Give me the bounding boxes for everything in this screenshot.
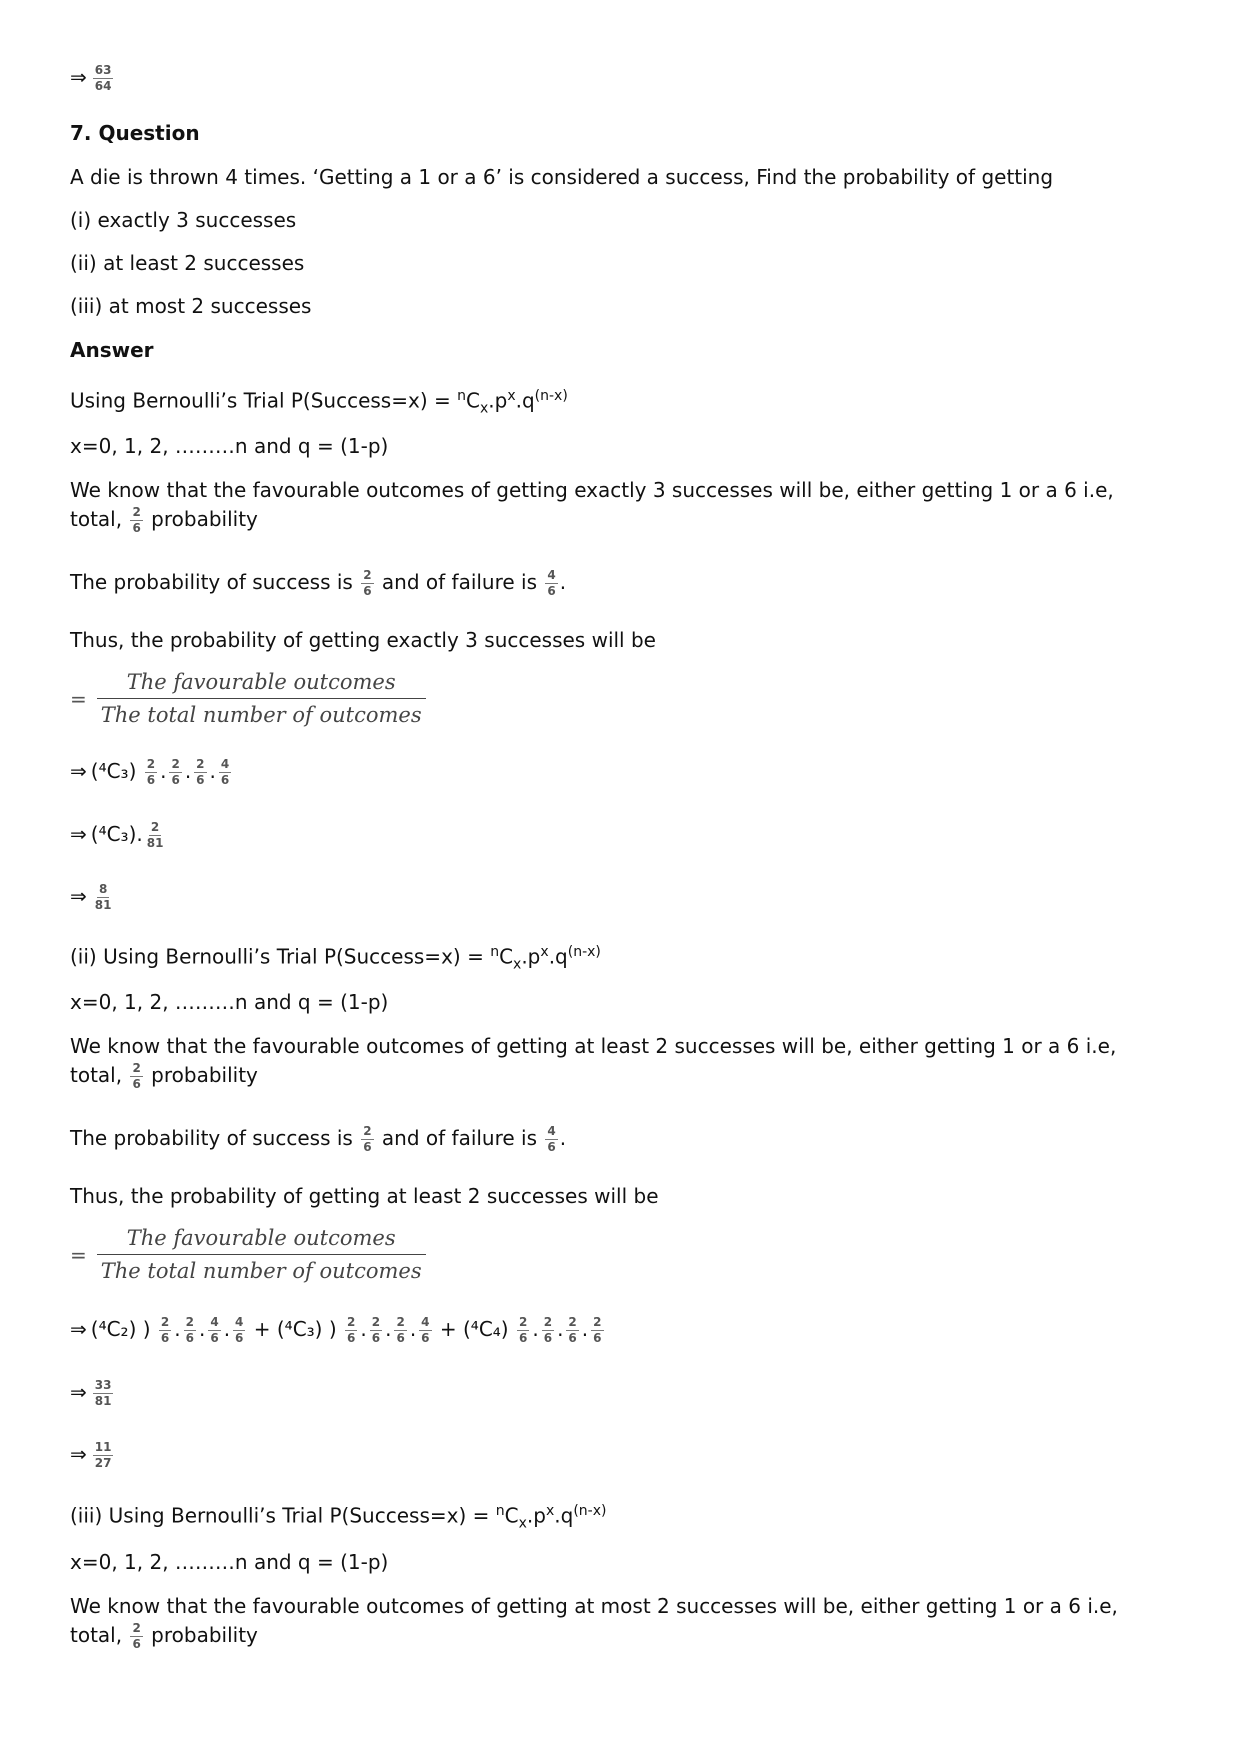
bernoulli-formula-1: Using Bernoulli’s Trial P(Success=x) = $^nC_x.p^x.q^{(n-x)}$ bbox=[70, 388, 568, 417]
big-fraction: $\frac{\text{The favourable outcomes}}{\text{The total number of outcomes}}$ bbox=[97, 668, 426, 729]
question-text: A die is thrown 4 times. ‘Getting a 1 or a 6’ is considered a success, Find the probability of getting bbox=[70, 165, 1054, 189]
result-1: ⇒ $\frac{8}{81}$ bbox=[70, 882, 112, 912]
fraction: $\frac{4}{6}$ bbox=[421, 1315, 430, 1345]
bernoulli-formula-2: (ii) Using Bernoulli’s Trial P(Success=x) = $^nC_x.p^x.q^{(n-x)}$ bbox=[70, 944, 601, 973]
step-sum: ⇒ (⁴C₂) ) $\frac{2}{6}$ . $\frac{2}{6}$ . $\frac{4}{6}$ . $\frac{4}{6}$ + (⁴C₃) ) $\frac{2}{6}$ . $\frac{2}{6}$ . $\frac{2}{6}$ . $\frac{4}{6}$ + (⁴C₄) $\frac{2}{6}$ . $\frac{2}{6}$ . $\frac{2}{6}$ . $\frac{2}{6}$ bbox=[70, 1315, 602, 1345]
favourable-line-1: We know that the favourable outcomes of getting exactly 3 successes will be, either getting 1 or a 6 i.e, bbox=[70, 478, 1114, 502]
fraction: $\frac{2}{6}$ bbox=[543, 1315, 553, 1345]
fraction: $\frac{11}{27}$ bbox=[94, 1440, 112, 1470]
fraction: $\frac{2}{6}$ bbox=[185, 1315, 194, 1345]
question-part-1: (i) exactly 3 successes bbox=[70, 208, 297, 232]
fraction: $\frac{33}{81}$ bbox=[94, 1378, 112, 1408]
range-line-3: x=0, 1, 2, ………n and q = (1-p) bbox=[70, 1550, 389, 1574]
fraction: $\frac{2}{81}$ bbox=[146, 820, 164, 850]
fraction: $\frac{2}{6}$ bbox=[568, 1315, 577, 1345]
success-failure-line-2: The probability of success is $\frac{2}{6}$ and of failure is $\frac{4}{6}$ . bbox=[70, 1124, 567, 1154]
question-part-3: (iii) at most 2 successes bbox=[70, 294, 312, 318]
fraction: $\frac{2}{6}$ bbox=[371, 1315, 381, 1345]
question-heading: 7. Question bbox=[70, 121, 200, 145]
fraction: $\frac{2}{6}$ bbox=[132, 505, 141, 535]
fraction: $\frac{2}{6}$ bbox=[132, 1061, 141, 1091]
fraction: $\frac{4}{6}$ bbox=[235, 1315, 244, 1345]
step-1: ⇒ (⁴C₃) $\frac{2}{6}$ . $\frac{2}{6}$ . $\frac{2}{6}$ . $\frac{4}{6}$ bbox=[70, 757, 230, 787]
total-probability-2: total, $\frac{2}{6}$ probability bbox=[70, 1061, 258, 1091]
fraction: $\frac{4}{6}$ bbox=[547, 1124, 556, 1154]
fraction: $\frac{2}{6}$ bbox=[593, 1315, 602, 1345]
previous-result: ⇒ $\frac{63}{64}$ bbox=[70, 63, 112, 93]
bernoulli-formula-3: (iii) Using Bernoulli’s Trial P(Success=x) = $^nC_x.p^x.q^{(n-x)}$ bbox=[70, 1503, 607, 1532]
fraction: $\frac{2}{6}$ bbox=[347, 1315, 356, 1345]
fraction: $\frac{2}{6}$ bbox=[363, 568, 372, 598]
fraction: $\frac{2}{6}$ bbox=[160, 1315, 170, 1345]
fraction: $\frac{2}{6}$ bbox=[196, 757, 205, 787]
fraction: $\frac{2}{6}$ bbox=[132, 1621, 141, 1651]
big-fraction: $\frac{\text{The favourable outcomes}}{\text{The total number of outcomes}}$ bbox=[97, 1224, 426, 1285]
thus-line-2: Thus, the probability of getting at least 2 successes will be bbox=[70, 1184, 659, 1208]
result-2a: ⇒ $\frac{33}{81}$ bbox=[70, 1378, 112, 1408]
result-2b: ⇒ $\frac{11}{27}$ bbox=[70, 1440, 112, 1470]
range-line-2: x=0, 1, 2, ………n and q = (1-p) bbox=[70, 990, 389, 1014]
favourable-line-2: We know that the favourable outcomes of getting at least 2 successes will be, either getting 1 or a 6 i.e, bbox=[70, 1034, 1117, 1058]
step-2: ⇒ (⁴C₃). $\frac{2}{81}$ bbox=[70, 820, 164, 850]
probability-formula-2: = $\frac{\text{The favourable outcomes}}{\text{The total number of outcomes}}$ bbox=[70, 1224, 426, 1285]
question-part-2: (ii) at least 2 successes bbox=[70, 251, 305, 275]
range-line-1: x=0, 1, 2, ………n and q = (1-p) bbox=[70, 434, 389, 458]
total-probability-3: total, $\frac{2}{6}$ probability bbox=[70, 1621, 258, 1651]
fraction: $\frac{2}{6}$ bbox=[396, 1315, 405, 1345]
favourable-line-3: We know that the favourable outcomes of getting at most 2 successes will be, either getting 1 or a 6 i.e, bbox=[70, 1594, 1118, 1618]
fraction: $\frac{4}{6}$ bbox=[220, 757, 230, 787]
success-failure-line-1: The probability of success is $\frac{2}{6}$ and of failure is $\frac{4}{6}$ . bbox=[70, 568, 567, 598]
total-probability-1: total, $\frac{2}{6}$ probability bbox=[70, 505, 258, 535]
probability-formula-1: = $\frac{\text{The favourable outcomes}}{\text{The total number of outcomes}}$ bbox=[70, 668, 426, 729]
fraction: $\frac{2}{6}$ bbox=[146, 757, 156, 787]
fraction: $\frac{2}{6}$ bbox=[518, 1315, 528, 1345]
fraction: $\frac{2}{6}$ bbox=[171, 757, 180, 787]
fraction: $\frac{8}{81}$ bbox=[94, 882, 112, 912]
fraction: $\frac{2}{6}$ bbox=[363, 1124, 372, 1154]
thus-line-1: Thus, the probability of getting exactly 3 successes will be bbox=[70, 628, 656, 652]
fraction: $\frac{4}{6}$ bbox=[547, 568, 556, 598]
fraction: $\frac{63}{64}$ bbox=[94, 63, 112, 93]
answer-heading: Answer bbox=[70, 338, 154, 362]
fraction: $\frac{4}{6}$ bbox=[210, 1315, 219, 1345]
